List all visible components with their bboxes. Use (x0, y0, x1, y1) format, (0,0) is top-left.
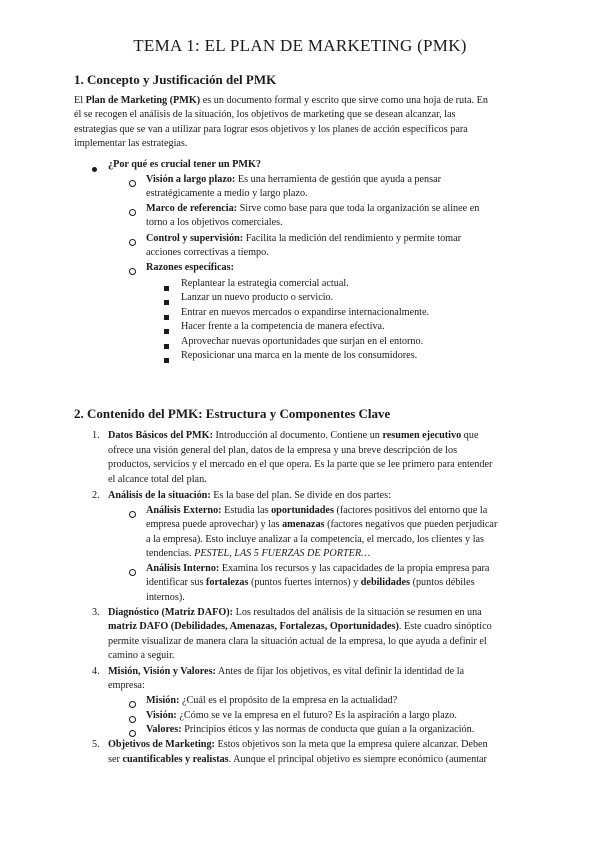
list-item-label: Visión a largo plazo: (146, 174, 236, 185)
list-item-cont: torno a los objetivos comerciales. (146, 217, 283, 228)
square-bullet-icon (164, 296, 169, 311)
sub-item-label: Misión: (146, 695, 180, 706)
list-item-cont: acciones correctivas a tiempo. (146, 247, 269, 258)
sub-item-cont: a la empresa). Esto incluye analizar a la competencia, el mercado, los clientes y las (146, 534, 485, 545)
list-item-label: Control y supervisión: (146, 233, 244, 244)
sub-item-cont: internos). (146, 592, 185, 603)
square-bullet-icon (164, 354, 169, 369)
reason-item: Reposicionar una marca en la mente de los consumidores. (181, 350, 418, 361)
list-item-text: Facilita la medición del rendimiento y permite tomar (243, 233, 462, 244)
sub-item-text: ¿Cuál es el propósito de la empresa en la actualidad? (179, 695, 398, 706)
sub-item-text: ¿Cómo se ve la empresa en el futuro? Es la aspiración a largo plazo. (176, 710, 457, 721)
intro-text: es un documento formal y escrito que sirve como una hoja de ruta. En (200, 95, 488, 106)
list-number: 1. (92, 430, 100, 441)
bullet-heading (108, 158, 261, 173)
intro-text: El (74, 95, 86, 106)
document-title: TEMA 1: EL PLAN DE MARKETING (PMK) (133, 36, 467, 55)
circle-bullet-icon (129, 207, 136, 222)
numbered-item (108, 606, 538, 621)
sub-item-label: Análisis Externo: (146, 505, 222, 516)
sub-item-label: Valores: (146, 724, 182, 735)
circle-bullet-icon (129, 178, 136, 193)
circle-bullet-icon (129, 567, 136, 582)
list-item (146, 232, 546, 247)
square-bullet-icon (164, 282, 169, 297)
section-2-heading: 2. Contenido del PMK: Estructura y Componentes Clave (74, 406, 391, 421)
sub-item (146, 504, 546, 519)
sub-item-text: Estudia las (221, 505, 272, 516)
numbered-item (108, 489, 538, 504)
sub-item-bold: fortalezas (205, 577, 249, 588)
reason-item: Replantear la estrategia comercial actual. (181, 278, 349, 289)
sub-item-label: Visión: (146, 710, 177, 721)
circle-bullet-icon (129, 237, 136, 252)
item-cont: permite visualizar de manera clara la situación actual de la empresa, lo que ayuda a definir el (108, 636, 487, 647)
reason-item: Aprovechar nuevas oportunidades que surjan en el entorno. (181, 336, 424, 347)
list-item (146, 173, 546, 188)
list-number: 5. (92, 739, 100, 750)
intro-line-2: él se recogen el análisis de la situación, los objetivos de marketing que se desean alcanzar, las (74, 109, 456, 120)
item-bold: cuantificables y realistas (122, 754, 229, 765)
item-text: Los resultados del análisis de la situación se resumen en una (233, 607, 482, 618)
sub-item-text: (puntos fuertes internos) y (248, 577, 361, 588)
list-item-cont: estratégicamente a medio y largo plazo. (146, 188, 308, 199)
sub-item-label: Análisis Interno: (146, 563, 220, 574)
square-bullet-icon (164, 340, 169, 355)
sub-item-bold: oportunidades (271, 505, 334, 516)
section-1-heading: 1. Concepto y Justificación del PMK (74, 72, 277, 87)
circle-bullet-icon (129, 509, 136, 524)
item-cont (108, 753, 538, 768)
list-item-text: Sirve como base para que toda la organización se alinee en (237, 203, 480, 214)
sub-item-cont (146, 547, 546, 562)
sub-item (146, 709, 546, 724)
item-text: que (461, 430, 479, 441)
sub-item-text: (puntos débiles (410, 577, 475, 588)
intro-line-4: implementar las estrategias. (74, 138, 188, 149)
item-bold: matriz DAFO (Debilidades, Amenazas, Fortalezas, Oportunidades) (108, 621, 399, 632)
circle-bullet-icon (129, 266, 136, 281)
item-label: Misión, Visión y Valores: (108, 666, 216, 677)
list-item-label: Razones específicas: (146, 262, 234, 273)
item-text: Es la base del plan. Se divide en dos partes: (210, 490, 391, 501)
sub-item-text: (factores negativos que pueden perjudicar (324, 519, 498, 530)
square-bullet-icon (164, 311, 169, 326)
sub-item-text: Principios éticos y las normas de conducta que guían a la organización. (181, 724, 475, 735)
sub-item-bold: amenazas (282, 519, 325, 530)
sub-item (146, 723, 546, 738)
sub-item (146, 694, 546, 709)
sub-item-cont (146, 518, 546, 533)
list-number: 3. (92, 607, 100, 618)
sub-item (146, 562, 546, 577)
item-text: Antes de fijar los objetivos, es vital definir la identidad de la (215, 666, 465, 677)
item-cont: el alcance total del plan. (108, 474, 207, 485)
sub-item-bold: debilidades (360, 577, 411, 588)
sub-item-cont (146, 576, 546, 591)
list-item-text: Es una herramienta de gestión que ayuda a pensar (235, 174, 441, 185)
list-item (146, 202, 546, 217)
list-number: 4. (92, 666, 100, 677)
item-text: Introducción al documento. Contiene un (212, 430, 383, 441)
item-cont: empresa: (108, 680, 145, 691)
item-text: Estos objetivos son la meta que la empresa quiere alcanzar. Deben (214, 739, 488, 750)
sub-item-text: tendencias. (146, 548, 195, 559)
sub-item-text: (factores positivos del entorno que la (333, 505, 488, 516)
item-label: Análisis de la situación: (108, 490, 211, 501)
list-item-label: Marco de referencia: (146, 203, 238, 214)
intro-line-3: estrategias que se van a utilizar para lograr esos objetivos y los planes de acción específicos para (74, 124, 468, 135)
sub-item-text: identificar sus (146, 577, 206, 588)
sub-item-text: empresa puede aprovechar) y las (146, 519, 283, 530)
item-cont: productos, servicios y el mercado en el que opera. Es la parte que se lee primero para entender (108, 459, 493, 470)
reason-item: Lanzar un nuevo producto o servicio. (181, 292, 334, 303)
circle-bullet-icon (129, 699, 136, 714)
sub-item-text: Examina los recursos y las capacidades de la propia empresa para (219, 563, 490, 574)
numbered-item (108, 738, 538, 753)
list-number: 2. (92, 490, 100, 501)
intro-line-1 (74, 94, 544, 109)
item-text: . Este cuadro sinóptico (398, 621, 492, 632)
item-label: Datos Básicos del PMK: (108, 430, 213, 441)
item-text: . Aunque el principal objetivo es siempre económico (aumentar (228, 754, 487, 765)
list-item (146, 261, 546, 276)
numbered-item (108, 665, 538, 680)
item-label: Objetivos de Marketing: (108, 739, 215, 750)
item-bold: resumen ejecutivo (382, 430, 462, 441)
item-cont: ofrece una visión general del plan, datos de la empresa y una breve descripción de los (108, 445, 458, 456)
intro-bold-term: Plan de Marketing (PMK) (85, 95, 201, 106)
bullet-disc-icon (92, 163, 97, 178)
numbered-item (108, 429, 538, 444)
bullet-heading-text: ¿Por qué es crucial tener un PMK? (108, 159, 261, 170)
square-bullet-icon (164, 325, 169, 340)
item-text: ser (108, 754, 123, 765)
reason-item: Entrar en nuevos mercados o expandirse internacionalmente. (181, 307, 430, 318)
item-cont (108, 620, 538, 635)
sub-item-italic: PESTEL, LAS 5 FUERZAS DE PORTER… (194, 548, 371, 559)
reason-item: Hacer frente a la competencia de manera efectiva. (181, 321, 385, 332)
item-cont: camino a seguir. (108, 650, 175, 661)
item-label: Diagnóstico (Matriz DAFO): (108, 607, 234, 618)
circle-bullet-icon (129, 714, 136, 729)
